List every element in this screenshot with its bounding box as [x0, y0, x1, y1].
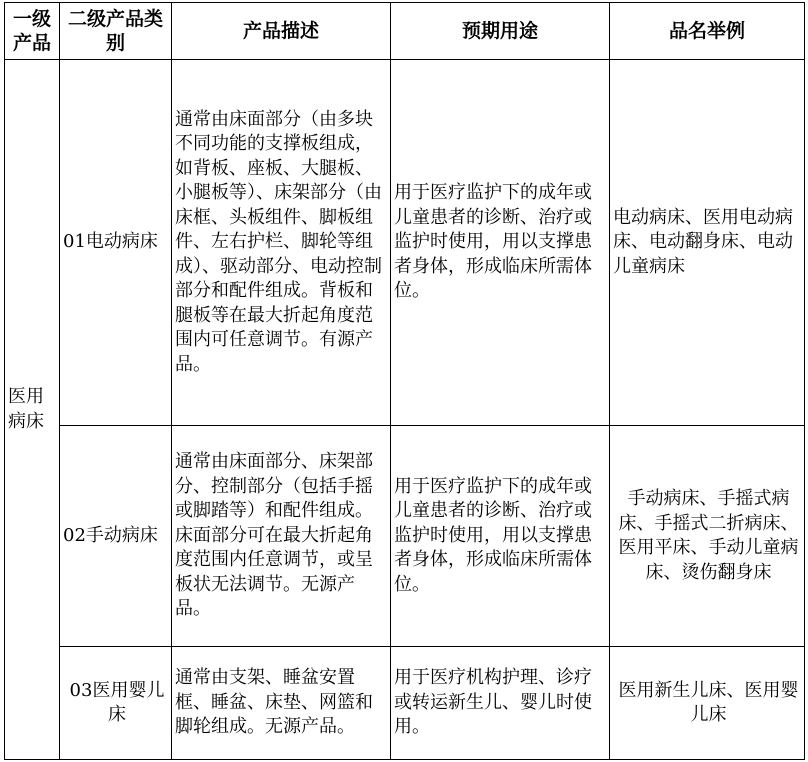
- description-cell: 通常由床面部分（由多块不同功能的支撑板组成，如背板、座板、大腿板、小腿板等）、床架部分（由床框、头板组件、脚板组件、左右护栏、脚轮等组成）、驱动部分、电动控制部分和配件组成。背板和腿板等在最大折起角度范围内可任意调节。有源产品。: [172, 60, 391, 426]
- examples-cell: 手动病床、手摇式病床、手摇式二折病床、医用平床、手动儿童病床、烫伤翻身床: [610, 426, 805, 647]
- header-description: 产品描述: [172, 3, 391, 60]
- intended-use-cell: 用于医疗监护下的成年或儿童患者的诊断、治疗或监护时使用，用以支撑患者身体，形成临床所需体位。: [391, 60, 610, 426]
- product-classification-table: [4, 2, 805, 760]
- examples-cell: 电动病床、医用电动病床、电动翻身床、电动儿童病床: [610, 60, 805, 426]
- intended-use-cell: 用于医疗监护下的成年或儿童患者的诊断、治疗或监护时使用，用以支撑患者身体，形成临床所需体位。: [391, 426, 610, 647]
- header-level2: 二级产品类别: [60, 3, 172, 60]
- header-examples: 品名举例: [610, 3, 805, 60]
- intended-use-cell: 用于医疗机构护理、诊疗或转运新生儿、婴儿时使用。: [391, 647, 610, 760]
- level1-product-cell: 医用病床: [5, 60, 60, 760]
- category-cell: 02手动病床: [60, 426, 172, 647]
- table-row: [5, 60, 805, 426]
- category-cell: 01电动病床: [60, 60, 172, 426]
- examples-cell: 医用新生儿床、医用婴儿床: [610, 647, 805, 760]
- description-cell: 通常由床面部分、床架部分、控制部分（包括手摇或脚踏等）和配件组成。床面部分可在最大折起角度范围内任意调节，或呈板状无法调节。无源产品。: [172, 426, 391, 647]
- table-header-row: [5, 3, 805, 60]
- description-cell: 通常由支架、睡盆安置框、睡盆、床垫、网篮和脚轮组成。无源产品。: [172, 647, 391, 760]
- table-row: [5, 426, 805, 647]
- header-level1: 一级产品: [5, 3, 60, 60]
- category-cell: 03医用婴儿床: [60, 647, 172, 760]
- header-intended-use: 预期用途: [391, 3, 610, 60]
- table-row: [5, 647, 805, 760]
